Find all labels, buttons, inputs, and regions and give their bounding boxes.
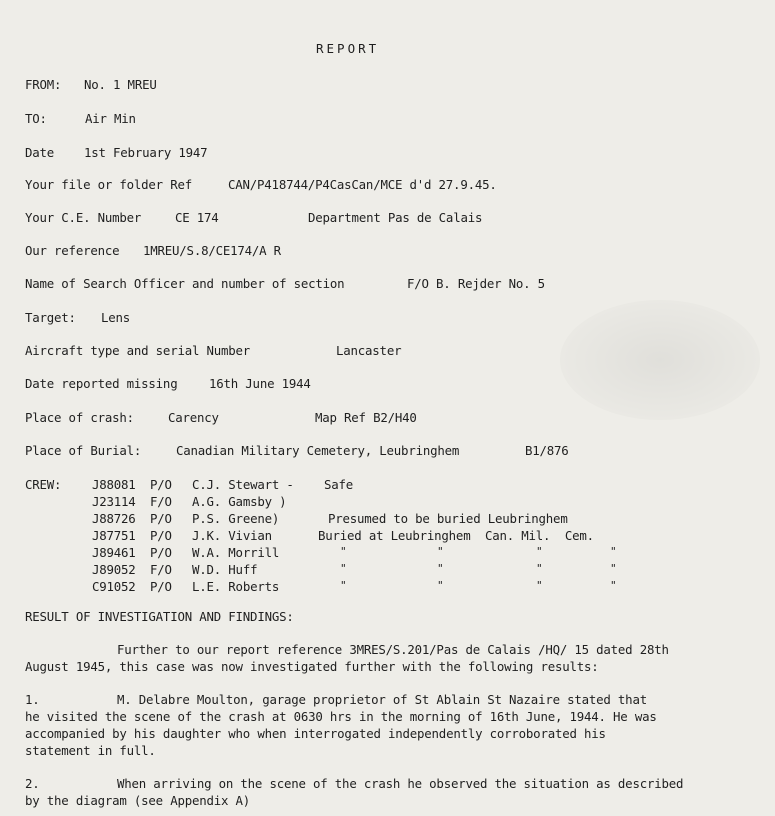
paragraph-1-line-3: accompanied by his daughter who when interrogated independently corroborated his <box>25 726 606 741</box>
file-ref-value: CAN/P418744/P4CasCan/MCE d'd 27.9.45. <box>228 177 497 192</box>
ditto-mark: " <box>437 545 444 558</box>
crew-number: J88081 <box>92 477 136 492</box>
crew-status: Safe <box>324 477 354 492</box>
ce-row <box>25 210 483 225</box>
paragraph-1-line-2: he visited the scene of the crash at 0630 hrs in the morning of 16th June, 1944. He was <box>25 709 657 724</box>
target-row <box>25 310 131 325</box>
crew-rank: F/O <box>150 494 172 509</box>
from-label: FROM: <box>25 77 62 92</box>
crew-number: J89052 <box>92 562 136 577</box>
to-row <box>25 111 136 126</box>
date-value: 1st February 1947 <box>84 145 208 160</box>
crash-label: Place of crash: <box>25 410 134 425</box>
date-row <box>25 145 208 160</box>
ditto-mark: " <box>610 562 617 575</box>
paragraph-2-line-2: by the diagram (see Appendix A) <box>25 793 251 808</box>
ce-value: CE 174 <box>175 210 219 225</box>
burial-label: Place of Burial: <box>25 443 142 458</box>
ditto-mark: " <box>536 579 543 592</box>
target-value: Lens <box>101 310 131 325</box>
crew-number: C91052 <box>92 579 136 594</box>
date-label: Date <box>25 145 55 160</box>
crash-row <box>25 410 417 425</box>
crew-rank: P/O <box>150 545 172 560</box>
result-heading: RESULT OF INVESTIGATION AND FINDINGS: <box>25 609 294 624</box>
ditto-mark: " <box>610 579 617 592</box>
burial-grid: B1/876 <box>525 443 569 458</box>
report-title: REPORT <box>316 41 380 56</box>
ditto-mark: " <box>536 562 543 575</box>
crew-number: J87751 <box>92 528 136 543</box>
search-officer-label: Name of Search Officer and number of section <box>25 276 345 291</box>
burial-value: Canadian Military Cemetery, Leubringhem <box>176 443 460 458</box>
paper-smudge <box>560 300 760 420</box>
crew-number: J88726 <box>92 511 136 526</box>
paragraph-1-line-4: statement in full. <box>25 743 156 758</box>
intro-line-2: August 1945, this case was now investigated further with the following results: <box>25 659 599 674</box>
ditto-mark: " <box>536 545 543 558</box>
crew-name: A.G. Gamsby ) <box>192 494 287 509</box>
crew-number: J23114 <box>92 494 136 509</box>
ditto-mark: " <box>340 545 347 558</box>
department: Department Pas de Calais <box>308 210 483 225</box>
crew-name: L.E. Roberts <box>192 579 280 594</box>
crash-value: Carency <box>168 410 219 425</box>
paragraph-2-line-1: When arriving on the scene of the crash he observed the situation as described <box>117 776 684 791</box>
map-ref: Map Ref B2/H40 <box>315 410 417 425</box>
from-row <box>25 77 157 92</box>
crew-status: Presumed to be buried Leubringhem <box>328 511 568 526</box>
missing-value: 16th June 1944 <box>209 376 311 391</box>
crew-label: CREW: <box>25 477 62 492</box>
search-officer-value: F/O B. Rejder No. 5 <box>407 276 545 291</box>
burial-row <box>25 443 569 458</box>
paragraph-2-number: 2. <box>25 776 40 791</box>
missing-row <box>25 376 311 391</box>
aircraft-row <box>25 343 402 358</box>
file-ref-row <box>25 177 497 192</box>
crew-name: C.J. Stewart - <box>192 477 294 492</box>
to-label: TO: <box>25 111 47 126</box>
ditto-mark: " <box>340 562 347 575</box>
crew-name: J.K. Vivian <box>192 528 272 543</box>
to-value: Air Min <box>85 111 136 126</box>
file-ref-label: Your file or folder Ref <box>25 177 192 192</box>
our-ref-value: 1MREU/S.8/CE174/A R <box>143 243 281 258</box>
intro-line-1: Further to our report reference 3MRES/S.201/Pas de Calais /HQ/ 15 dated 28th <box>117 642 669 657</box>
aircraft-label: Aircraft type and serial Number <box>25 343 251 358</box>
ditto-mark: " <box>610 545 617 558</box>
aircraft-value: Lancaster <box>336 343 402 358</box>
ditto-mark: " <box>340 579 347 592</box>
paragraph-1-line-1: M. Delabre Moulton, garage proprietor of St Ablain St Nazaire stated that <box>117 692 647 707</box>
crew-rank: P/O <box>150 579 172 594</box>
crew-rank: F/O <box>150 562 172 577</box>
crew-name: W.A. Morrill <box>192 545 280 560</box>
crew-rank: P/O <box>150 528 172 543</box>
crew-rank: P/O <box>150 477 172 492</box>
ditto-mark: " <box>437 562 444 575</box>
search-officer-row <box>25 276 545 291</box>
crew-status: Buried at Leubringhem Can. Mil. Cem. <box>318 528 594 543</box>
crew-name: P.S. Greene) <box>192 511 280 526</box>
crew-number: J89461 <box>92 545 136 560</box>
crew-name: W.D. Huff <box>192 562 258 577</box>
ce-label: Your C.E. Number <box>25 210 142 225</box>
target-label: Target: <box>25 310 76 325</box>
our-ref-row <box>25 243 281 258</box>
our-ref-label: Our reference <box>25 243 120 258</box>
crew-rank: P/O <box>150 511 172 526</box>
from-value: No. 1 MREU <box>84 77 157 92</box>
paragraph-1-number: 1. <box>25 692 40 707</box>
ditto-mark: " <box>437 579 444 592</box>
missing-label: Date reported missing <box>25 376 178 391</box>
